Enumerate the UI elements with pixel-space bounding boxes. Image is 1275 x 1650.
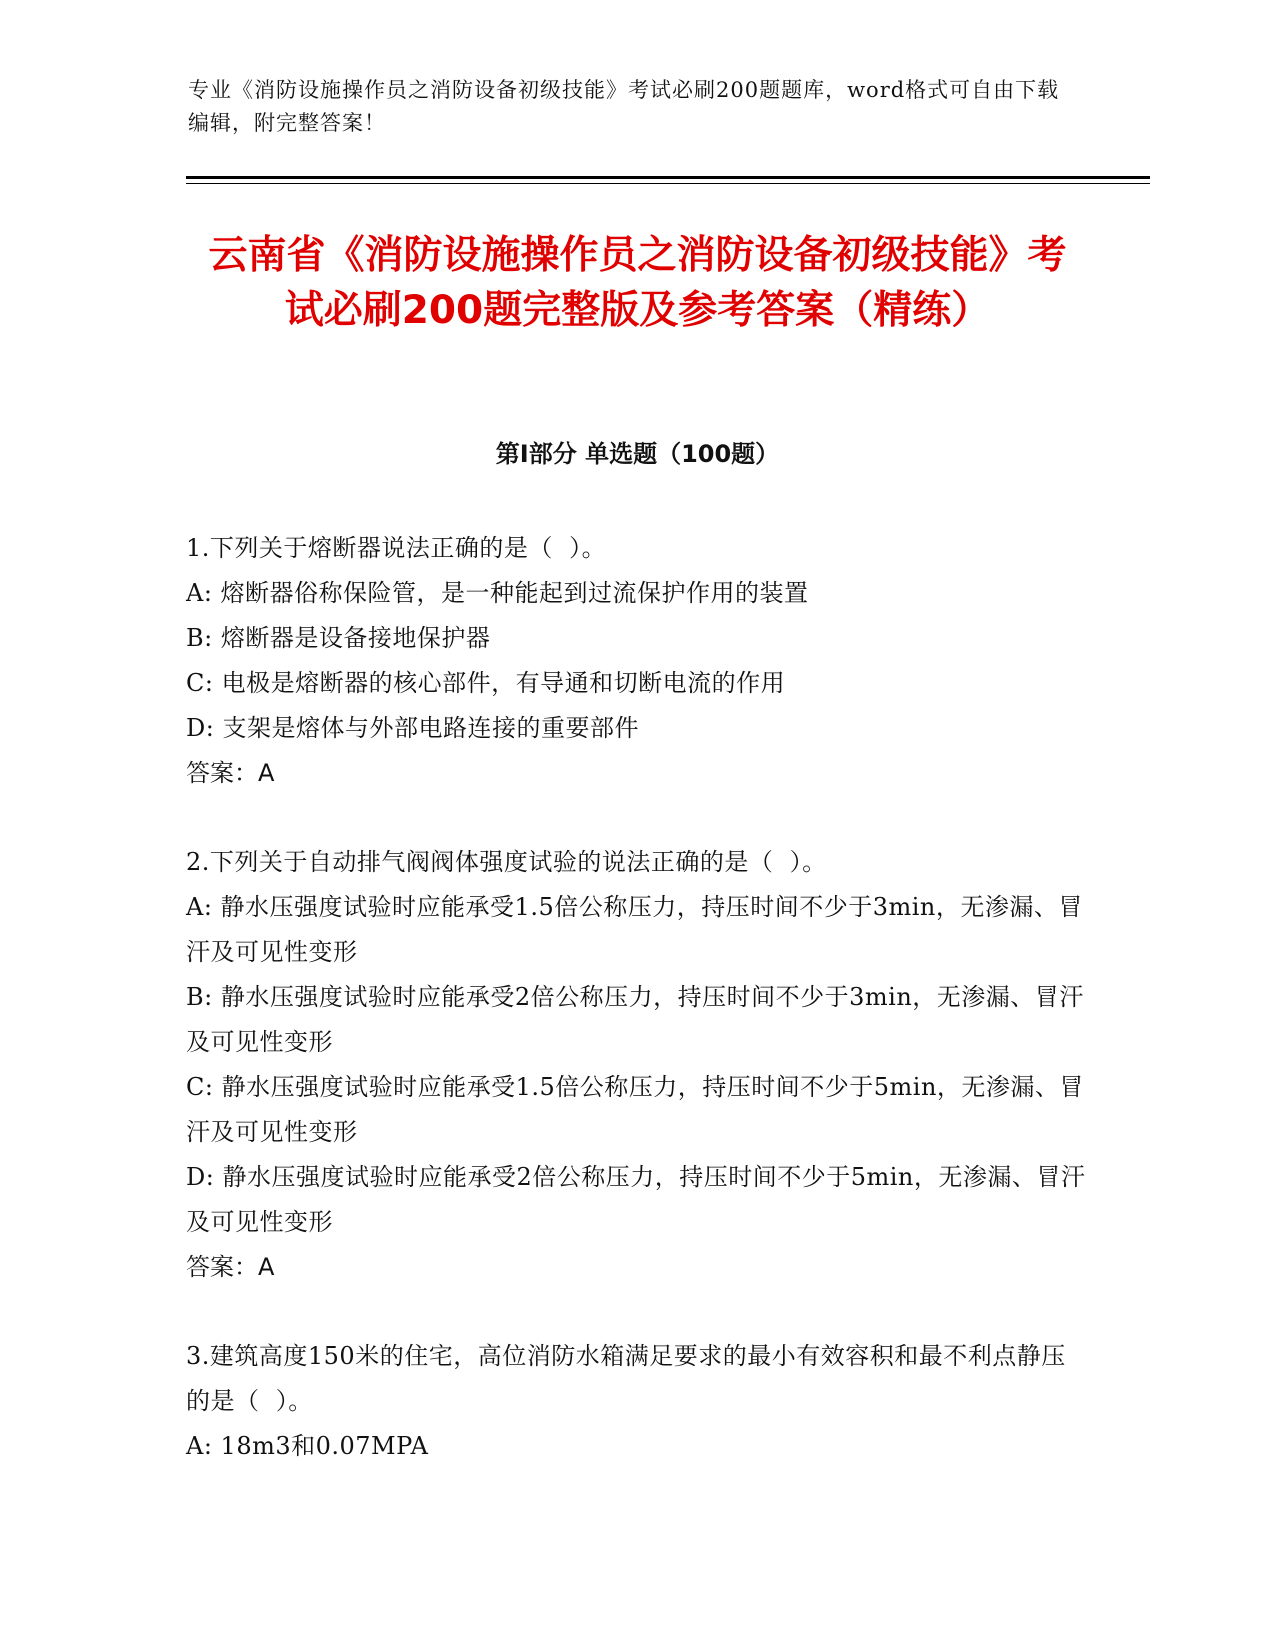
header-note: 专业《消防设施操作员之消防设备初级技能》考试必刷200题题库，word格式可自由下载编辑，附完整答案！ — [188, 78, 1060, 135]
option-a: A: 熔断器俗称保险管，是一种能起到过流保护作用的装置 — [186, 579, 809, 607]
option-b: B: 熔断器是设备接地保护器 — [186, 624, 491, 652]
header-rule-thick — [186, 176, 1150, 179]
document-title: 云南省《消防设施操作员之消防设备初级技能》考试必刷200题完整版及参考答案（精练） — [208, 233, 1067, 333]
option-c: C: 电极是熔断器的核心部件，有导通和切断电流的作用 — [186, 669, 786, 697]
question-1 — [186, 526, 1086, 796]
question-stem: 3.建筑高度150米的住宅，高位消防水箱满足要求的最小有效容积和最不利点静压的是（ ）。 — [186, 1342, 1066, 1415]
header-rule-thin — [186, 183, 1150, 184]
answer: 答案：A — [186, 1253, 275, 1281]
question-list — [186, 526, 1086, 1513]
question-stem: 2.下列关于自动排气阀阀体强度试验的说法正确的是（ ）。 — [186, 848, 827, 876]
option-d: D: 支架是熔体与外部电路连接的重要部件 — [186, 714, 639, 742]
section-title: 第I部分 单选题（100题） — [495, 440, 780, 468]
option-d: D: 静水压强度试验时应能承受2倍公称压力，持压时间不少于5min，无渗漏、冒汗及可见性变形 — [186, 1163, 1086, 1236]
question-3 — [186, 1334, 1086, 1469]
question-2 — [186, 840, 1086, 1290]
question-stem: 1.下列关于熔断器说法正确的是（ ）。 — [186, 534, 607, 562]
answer: 答案：A — [186, 759, 275, 787]
option-c: C: 静水压强度试验时应能承受1.5倍公称压力，持压时间不少于5min，无渗漏、冒汗及可见性变形 — [186, 1073, 1084, 1146]
option-b: B: 静水压强度试验时应能承受2倍公称压力，持压时间不少于3min，无渗漏、冒汗及可见性变形 — [186, 983, 1084, 1056]
option-a: A: 静水压强度试验时应能承受1.5倍公称压力，持压时间不少于3min，无渗漏、冒汗及可见性变形 — [186, 893, 1083, 966]
option-a: A: 18m3和0.07MPA — [186, 1432, 429, 1460]
